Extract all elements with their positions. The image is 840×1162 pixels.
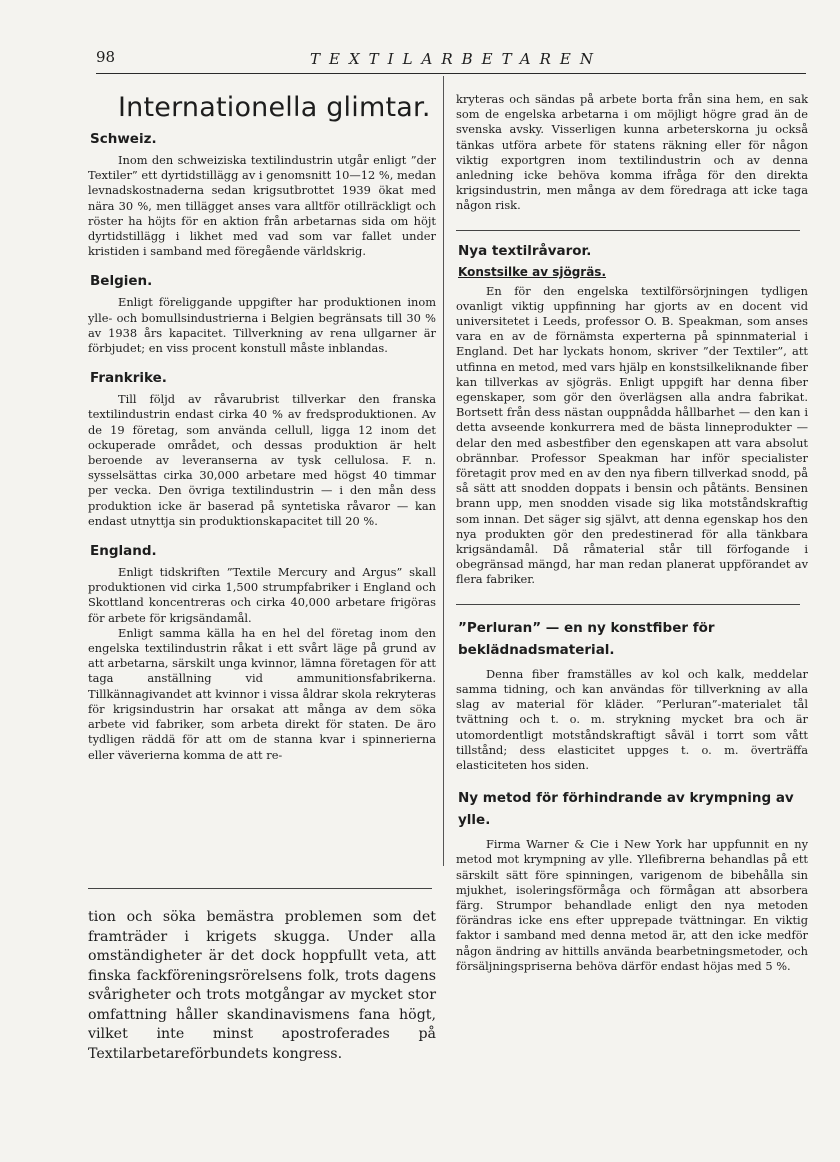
- page-number: 98: [96, 48, 116, 66]
- section-heading-perluran: ”Perluran” — en ny konstfiber för beklädnadsmaterial.: [458, 619, 715, 658]
- paragraph-frankrike: Till följd av råvarubrist tillverkar den franska textilindustrin endast cirka 40 % av fredsproduktionen. Av de 19 företag, som använda cellull, ligga 12 inom det ockuperade området, och dessas produktion är helt beroende av leveranserna av tysk cellulosa. F. n. sysselsättas cirka 30,000 arbetare med högst 40 timmar per vecka. Den övriga textilindustrin — i den mån dess produktion icke är baserad på syntetiska råvaror — kan endast utnyttja sin produktionskapacitet till 20 %.: [88, 392, 436, 528]
- column-divider: [443, 76, 444, 866]
- paragraph-konstsilke: En för den engelska textilförsörjningen tydligen ovanligt viktig uppfinning har gjorts av en docent vid universitetet i Leeds, professor O. B. Speakman, som anses vara en av de förnämsta experterna på spinnmaterial i England. Det har lyckats honom, skriver ”der Textiler”, att utfinna en metod, med vars hjälp en konstsilkeliknande fiber kan tillverkas av sjögräs. Enligt uppgift har denna fiber egenskaper, som gör den överlägsen alla andra fabrikat. Bortsett från dess nästan ouppnådda hållbarhet — den kan i detta avseende konkurrera med de bästa linneprodukter — delar den med asbestfiber den egenskapen att vara absolut obrännbar. Professor Speakman har inför specialister företagit prov med en av den nya fibern tillverkad snodd, på så sätt att snodden doppats i bensin och påtänts. Bensinen brann upp, men snodden visade sig lika motståndskraftig som innan. Det säger sig självt, att denna egenskap hos den nya produkten gör den predestinerad för alla tänkbara krigsändamål. Då råmaterial står till förfogande i obegränsad mängd, har man redan planerat uppförandet av flera fabriker.: [456, 283, 808, 587]
- section-rule: [456, 230, 800, 231]
- section-heading-frankrike: Frankrike.: [90, 370, 167, 387]
- section-heading-england: England.: [90, 543, 157, 560]
- section-heading-nya-textilravaror: Nya textilråvaror.: [458, 242, 592, 259]
- bottom-rule: [88, 888, 432, 889]
- right-column: [456, 92, 808, 974]
- paragraph-england-1: Enligt tidskriften ”Textile Mercury and Argus” skall produktionen vid cirka 1,500 strumpfabriker i England och Skottland koncentreras och cirka 40,000 arbetare frigöras för arbete för krigsändamål.: [88, 565, 436, 625]
- section-heading-krympning: Ny metod för förhindrande av krympning av ylle.: [458, 790, 794, 829]
- left-column: [88, 92, 436, 763]
- bottom-left-article: [88, 908, 436, 1064]
- paragraph-schweiz: Inom den schweiziska textilindustrin utgår enligt ”der Textiler” ett dyrtidstillägg av i genomsnitt 10—12 %, medan levnadskostnaderna sedan krigsutbrottet 1939 ökat med nära 30 %, men tillägget anses vara alltför otillräckligt och röster ha höjts för en aktion från arbetarnas sida om höjt dyrtidstillägg i likhet med vad som var fallet under kristiden i samband med föregående världskrig.: [88, 153, 436, 259]
- running-head: [96, 48, 802, 74]
- header-rule: [96, 73, 806, 74]
- article-title: Internationella glimtar.: [118, 92, 431, 123]
- paragraph-finland-continuation: tion och söka bemästra problemen som det framträder i krigets skugga. Under alla omständigheter är det dock hoppfullt veta, att finska fackföreningsrörelsens folk, trots dagens svårigheter och trots motgångar av mycket stor omfattning håller skandinavismens fana högt, vilket inte minst apostroferades på Textilarbetareförbundets kongress.: [88, 909, 436, 1062]
- section-rule: [456, 604, 800, 605]
- paragraph-england-2: Enligt samma källa ha en hel del företag inom den engelska textilindustrin råkat i ett svårt läge på grund av att arbetarna, särskilt unga kvinnor, lämna företagen för att taga anställning vid ammunitionsfabrikerna. Tillkännagivandet att kvinnor i vissa åldrar skola rekryteras för krigsindustrin har orsakat att många av dem söka arbete vid fabriker, som arbeta direkt för staten. De äro tydligen räddä för att om de stanna kvar i spinnerierna eller väverierna komma de att re-: [88, 625, 436, 762]
- paragraph-krympning: Firma Warner & Cie i New York har uppfunnit en ny metod mot krympning av ylle. Yllefibrerna behandlas på ett särskilt sätt före spinningen, varigenom de bibehålla sin mjukhet, isoleringsförmåga och förmågan att absorbera färg. Strumpor behandlade enligt den nya metoden förändras icke ens efter upprepade tvättningar. En viktig faktor i samband med denna metod är, att den icke medför någon ändring av hittills använda bearbetningsmetoder, och försäljningspriserna behöva därför endast höjas med 5 %.: [456, 837, 808, 973]
- subheading-konstsilke: Konstsilke av sjögräs.: [458, 264, 607, 279]
- paragraph-perluran: Denna fiber framställes av kol och kalk, meddelar samma tidning, och kan användas för tillverkning av alla slag av material för kläder. ”Perluran”-materialet tål tvättning och t. o. m. strykning mycket bra och är utomordentligt motståndskraftigt såväl i torrt som vått tillstånd; dess elasticitet uppges t. o. m. överträffa elasticiteten hos siden.: [456, 666, 808, 772]
- section-heading-schweiz: Schweiz.: [90, 131, 157, 147]
- paragraph-belgien: Enligt föreliggande uppgifter har produktionen inom ylle- och bomullsindustrierna i Belgien begränsats till 30 % av 1938 års kapacitet. Tillverkning av rena ullgarner är förbjudet; en viss procent konstull måste inblandas.: [88, 295, 436, 356]
- journal-title: TEXTILARBETAREN: [310, 50, 603, 68]
- paragraph-england-continuation: kryteras och sändas på arbete borta från sina hem, en sak som de engelska arbetarna i om möjligt högre grad än de svenska avsky. Visserligen kunna arbeterskorna ju också tänkas utföra arbete för statens räkning eller för någon viktig exportgren inom textilindustrin och av denna anledning icke behöva komma ifråga för den direkta krigsindustrin, men många av dem föredraga att icke taga någon risk.: [456, 92, 808, 213]
- section-heading-belgien: Belgien.: [90, 273, 153, 290]
